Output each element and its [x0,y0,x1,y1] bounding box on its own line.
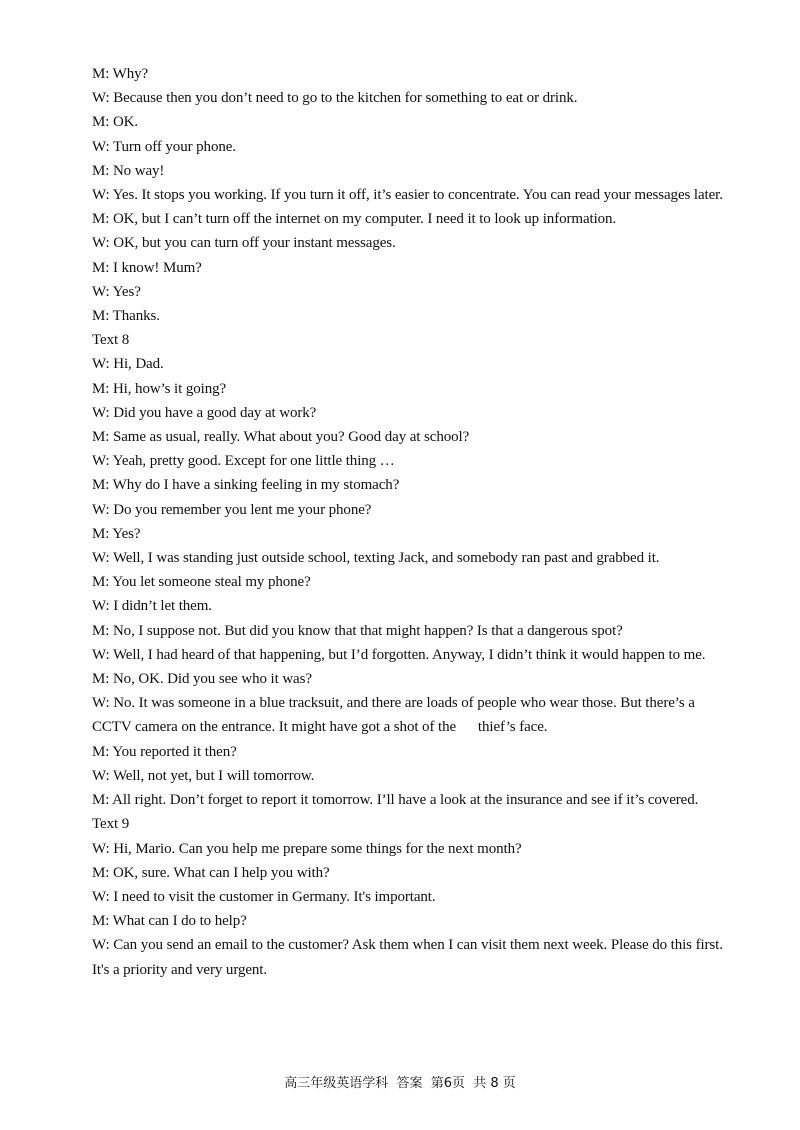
dialogue-line: W: Well, not yet, but I will tomorrow. [92,767,315,784]
dialogue-line: M: Thanks. [92,308,160,325]
dialogue-line: M: You reported it then? [92,743,237,760]
dialogue-line: W: OK, but you can turn off your instant messages. [92,235,396,252]
section-heading-text-8: Text 8 [92,332,130,349]
transcript-body [92,62,732,982]
dialogue-line: W: Turn off your phone. [92,138,236,155]
dialogue-line: M: Same as usual, really. What about you? Good day at school? [92,429,470,446]
dialogue-line: M: What can I do to help? [92,913,247,930]
dialogue-line: M: OK. [92,114,139,131]
dialogue-line: M: Yes? [92,525,141,542]
dialogue-line: M: No way! [92,162,165,179]
dialogue-line: W: I need to visit the customer in Germany. It's important. [92,888,436,905]
dialogue-line: W: Yes. It stops you working. If you turn it off, it’s easier to concentrate. You can read your messages later. [92,187,723,204]
dialogue-line: M: No, OK. Did you see who it was? [92,671,312,688]
dialogue-line: M: Why do I have a sinking feeling in my stomach? [92,477,400,494]
dialogue-line: M: OK, sure. What can I help you with? [92,864,330,881]
dialogue-line: M: OK, but I can’t turn off the internet on my computer. I need it to look up information. [92,211,617,228]
dialogue-line: W: No. It was someone in a blue tracksuit, and there are loads of people who wear those. But there’s a CCTV camera on the entrance. It might have got a shot of the thief’s face. [92,695,699,736]
dialogue-line: M: You let someone steal my phone? [92,574,311,591]
dialogue-line: W: Can you send an email to the customer? Ask them when I can visit them next week. Please do this first. It's a priority and very urgent. [92,937,723,978]
dialogue-line: M: No, I suppose not. But did you know that that might happen? Is that a dangerous spot? [92,622,623,639]
dialogue-line: W: Did you have a good day at work? [92,404,317,421]
section-heading-text-9: Text 9 [92,816,130,833]
dialogue-line: W: Hi, Mario. Can you help me prepare some things for the next month? [92,840,522,857]
dialogue-line: W: Do you remember you lent me your phone? [92,501,372,518]
dialogue-line: W: Because then you don’t need to go to the kitchen for something to eat or drink. [92,90,578,107]
dialogue-line: M: Hi, how’s it going? [92,380,227,397]
dialogue-line: W: Well, I was standing just outside school, texting Jack, and somebody ran past and grabbed it. [92,550,660,567]
dialogue-line: M: I know! Mum? [92,259,202,276]
dialogue-line: W: Well, I had heard of that happening, but I’d forgotten. Anyway, I didn’t think it would happen to me. [92,646,706,663]
dialogue-line: M: All right. Don’t forget to report it tomorrow. I’ll have a look at the insurance and see if it’s covered. [92,792,699,809]
dialogue-line: W: Hi, Dad. [92,356,164,373]
dialogue-line: W: I didn’t let them. [92,598,212,615]
page-footer: 高三年级英语学科 答案 第6页 共 8 页 [284,1076,516,1091]
dialogue-line: W: Yes? [92,283,141,300]
dialogue-line: M: Why? [92,66,149,82]
dialogue-line: W: Yeah, pretty good. Except for one little thing … [92,453,395,470]
